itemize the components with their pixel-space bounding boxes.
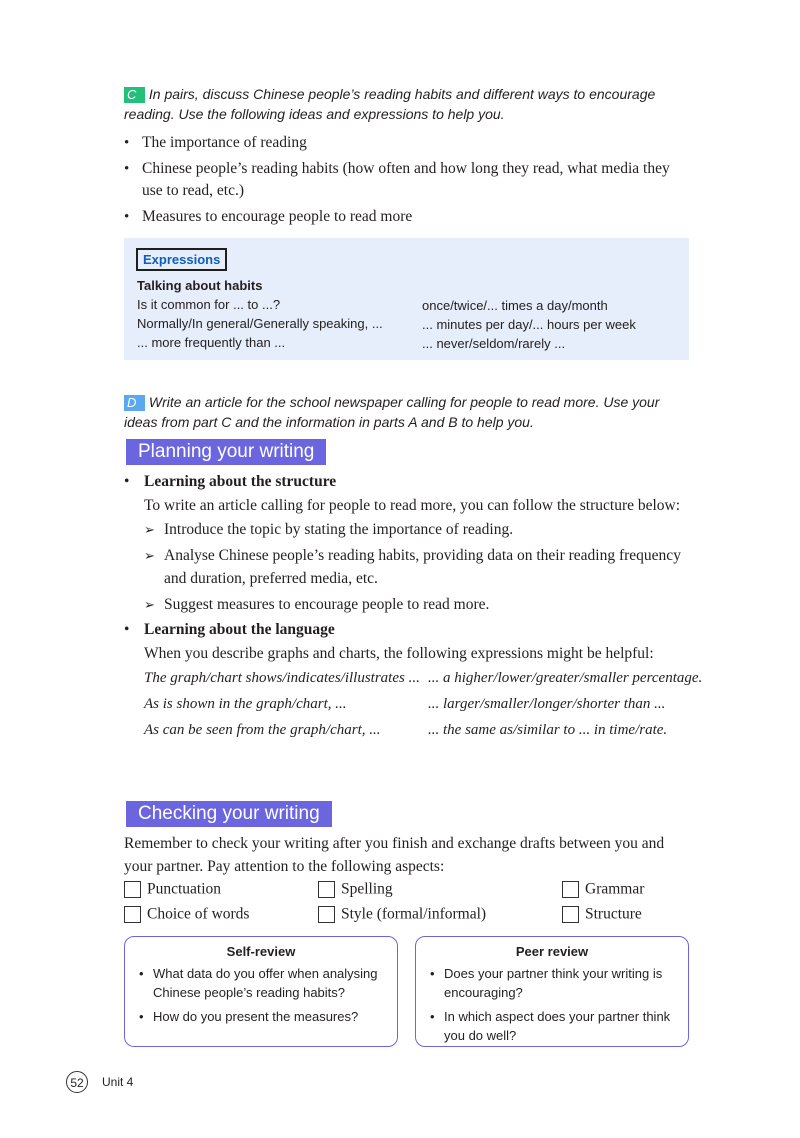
part-c-tag: C [124, 87, 145, 103]
list-item: • How do you present the measures? [137, 1007, 385, 1026]
aspect-punctuation[interactable]: Punctuation [124, 880, 221, 898]
aspect-style[interactable]: Style (formal/informal) [318, 905, 486, 923]
part-d-tag: D [124, 395, 145, 411]
part-c-text: In pairs, discuss Chinese people’s reading habits and different ways to encourage reading. Use the following ideas and expressions to help you. [124, 86, 656, 122]
list-item: ➢ Analyse Chinese people’s reading habits, providing data on their reading frequency and duration, preferred media, etc. [144, 544, 690, 590]
list-item: • In which aspect does your partner think you do well? [428, 1007, 676, 1045]
language-intro: When you describe graphs and charts, the following expressions might be helpful: [144, 645, 654, 662]
expression: ... the same as/similar to ... in time/rate. [428, 722, 668, 738]
expression: Is it common for ... to ...? [137, 297, 281, 312]
expressions-right-column [422, 296, 636, 353]
structure-steps [144, 518, 690, 616]
peer-review-title: Peer review [515, 944, 589, 959]
expression: ... larger/smaller/longer/shorter than ... [428, 696, 666, 712]
list-item: • What data do you offer when analysing Chinese people’s reading habits? [137, 964, 385, 1002]
peer-review-box [415, 936, 689, 1047]
aspect-grammar[interactable]: Grammar [562, 880, 644, 898]
list-item: ➢ Introduce the topic by stating the importance of reading. [144, 518, 690, 541]
expression: ... never/seldom/rarely ... [422, 336, 566, 351]
expressions-box [124, 238, 689, 360]
self-review-box [124, 936, 398, 1047]
language-left-column [144, 665, 420, 743]
checkbox[interactable] [318, 881, 335, 898]
structure-intro: To write an article calling for people to read more, you can follow the structure below: [144, 497, 681, 514]
aspect-structure[interactable]: Structure [562, 905, 642, 923]
page-number: 52 [66, 1071, 88, 1093]
expressions-left-column [137, 295, 383, 352]
expression: ... more frequently than ... [137, 335, 286, 350]
list-item: • Measures to encourage people to read more [124, 206, 690, 228]
expression: As is shown in the graph/chart, ... [144, 696, 347, 712]
checking-intro: Remember to check your writing after you finish and exchange drafts between you and your partner. Pay attention to the following aspects: [124, 835, 665, 875]
expression: The graph/chart shows/indicates/illustrates ... [144, 670, 420, 686]
expression: Normally/In general/Generally speaking, ... [137, 316, 383, 331]
planning-section: • Learning about the structure To write an article calling for people to read more, you can follow the structure below: ➢ Introduce the topic by stating the importance of reading. ➢ Analyse Chinese people’s reading habits, providing data on their reading frequency and duration, preferred media, etc. ➢ Suggest measures to encourage people to read more. • Learning about the language When you describe graphs and charts, the following expressions might be helpful: The graph/chart shows/indicates/illustrates ... As is shown in the graph/chart, ... As can be seen from the graph/chart, ... ... a higher/lower/greater/smaller percentage. ... larger/smaller/longer/shorter than ... ... the same as/similar to ... in time/rate. [124, 470, 690, 743]
part-d-instruction [124, 392, 694, 432]
expression: once/twice/... times a day/month [422, 298, 608, 313]
expression: As can be seen from the graph/chart, ... [144, 722, 381, 738]
checkbox[interactable] [124, 881, 141, 898]
part-c-bullets [124, 132, 690, 228]
expression: ... a higher/lower/greater/smaller percentage. [428, 670, 703, 686]
checkbox[interactable] [562, 906, 579, 923]
expression: ... minutes per day/... hours per week [422, 317, 636, 332]
self-review-title: Self-review [226, 944, 296, 959]
language-right-column [428, 665, 702, 743]
part-c-instruction [124, 84, 694, 124]
expressions-title: Expressions [136, 248, 227, 271]
list-item: ➢ Suggest measures to encourage people to read more. [144, 593, 690, 616]
checkbox[interactable] [562, 881, 579, 898]
checkbox[interactable] [318, 906, 335, 923]
checkbox[interactable] [124, 906, 141, 923]
list-item: • Chinese people’s reading habits (how often and how long they read, what media they use to read, etc.) [124, 158, 690, 202]
expressions-heading: Talking about habits [137, 278, 263, 293]
list-item: • Does your partner think your writing is encouraging? [428, 964, 676, 1002]
structure-heading: Learning about the structure [144, 473, 337, 490]
part-d-text: Write an article for the school newspaper calling for people to read more. Use your ideas from part C and the information in parts A and B to help you. [124, 394, 660, 430]
language-heading: Learning about the language [144, 621, 335, 638]
checking-banner: Checking your writing [126, 801, 332, 827]
aspect-spelling[interactable]: Spelling [318, 880, 393, 898]
list-item: • The importance of reading [124, 132, 690, 154]
planning-banner: Planning your writing [126, 439, 326, 465]
aspect-choice-of-words[interactable]: Choice of words [124, 905, 249, 923]
unit-label: Unit 4 [102, 1075, 134, 1089]
